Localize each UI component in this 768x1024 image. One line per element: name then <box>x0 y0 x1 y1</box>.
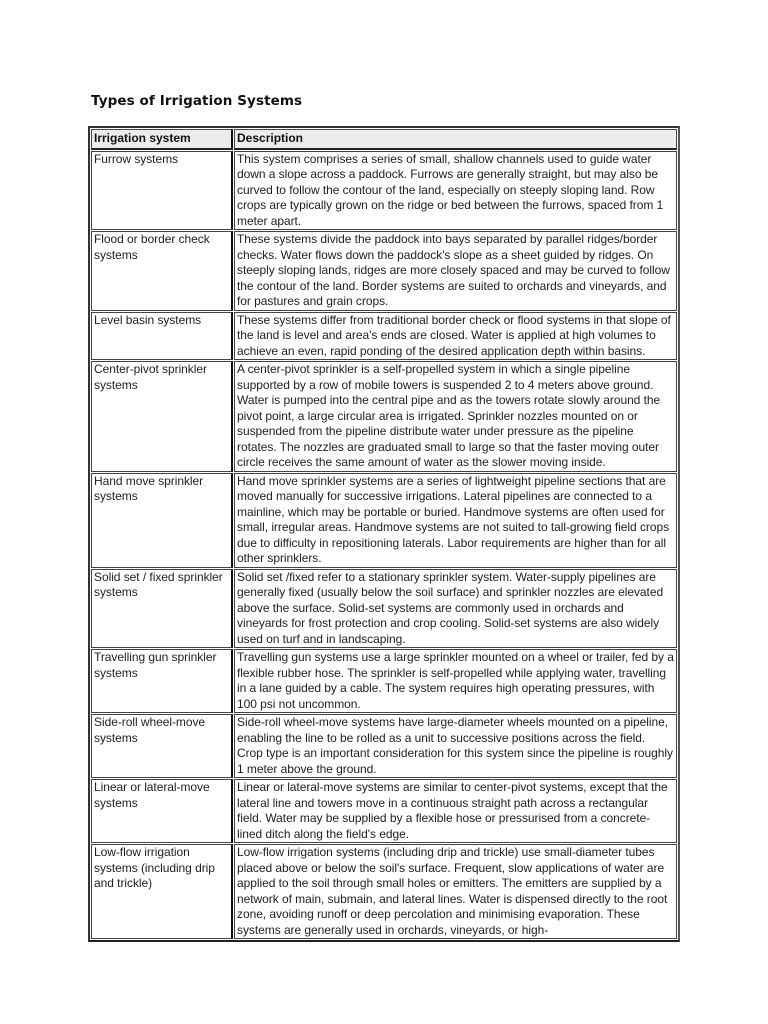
description-cell: Linear or lateral-move systems are similar to center-pivot systems, except that the lateral line and towers move in a continuous straight path across a rectangular field. Water may be supplied by a flexible hose or pressurised from a concrete-lined ditch along the field's edge. <box>234 779 677 843</box>
irrigation-systems-table <box>90 128 678 940</box>
table-row <box>91 779 677 843</box>
system-name-cell: Travelling gun sprinkler systems <box>91 649 233 713</box>
description-cell: These systems differ from traditional border check or flood systems in that slope of the land is level and area's ends are closed. Water is applied at high volumes to achieve an even, rapid ponding of the desired application depth within basins. <box>234 312 677 361</box>
description-cell: Low-flow irrigation systems (including drip and trickle) use small-diameter tubes placed above or below the soil's surface. Frequent, slow applications of water are applied to the soil through small holes or emitters. The emitters are supplied by a network of main, submain, and lateral lines. Water is dispensed directly to the root zone, avoiding runoff or deep percolation and minimising evaporation. These systems are generally used in orchards, vineyards, or high- <box>234 844 677 939</box>
table-row <box>91 151 677 231</box>
system-name-cell: Center-pivot sprinkler systems <box>91 361 233 472</box>
table-row <box>91 473 677 568</box>
system-name-cell: Level basin systems <box>91 312 233 361</box>
system-name-cell: Side-roll wheel-move systems <box>91 714 233 778</box>
description-cell: Travelling gun systems use a large sprinkler mounted on a wheel or trailer, fed by a flexible rubber hose. The sprinkler is self-propelled while applying water, travelling in a lane guided by a cable. The system requires high operating pressures, with 100 psi not uncommon. <box>234 649 677 713</box>
description-cell: Solid set /fixed refer to a stationary sprinkler system. Water-supply pipelines are generally fixed (usually below the soil surface) and sprinkler nozzles are elevated above the surface. Solid-set systems are commonly used in orchards and vineyards for frost protection and crop cooling. Solid-set systems are also widely used on turf and in landscaping. <box>234 569 677 649</box>
irrigation-systems-table-frame <box>88 126 680 942</box>
description-cell: Side-roll wheel-move systems have large-diameter wheels mounted on a pipeline, enabling the line to be rolled as a unit to successive positions across the field. Crop type is an important consideration for this system since the pipeline is roughly 1 meter above the ground. <box>234 714 677 778</box>
system-name-cell: Furrow systems <box>91 151 233 231</box>
column-header-description: Description <box>234 129 677 150</box>
description-cell: Hand move sprinkler systems are a series of lightweight pipeline sections that are moved manually for successive irrigations. Lateral pipelines are connected to a mainline, which may be portable or buried. Handmove systems are often used for small, irregular areas. Handmove systems are not suited to tall-growing field crops due to difficulty in repositioning laterals. Labor requirements are higher than for all other sprinklers. <box>234 473 677 568</box>
description-cell: A center-pivot sprinkler is a self-propelled system in which a single pipeline supported by a row of mobile towers is suspended 2 to 4 meters above ground. Water is pumped into the central pipe and as the towers rotate slowly around the pivot point, a large circular area is irrigated. Sprinkler nozzles mounted on or suspended from the pipeline distribute water under pressure as the pipeline rotates. The nozzles are graduated small to large so that the faster moving outer circle receives the same amount of water as the slower moving inside. <box>234 361 677 472</box>
page-title: Types of Irrigation Systems <box>91 93 303 109</box>
column-header-system: Irrigation system <box>91 129 233 150</box>
description-cell: This system comprises a series of small, shallow channels used to guide water down a slope across a paddock. Furrows are generally straight, but may also be curved to follow the contour of the land, especially on steeply sloping land. Row crops are typically grown on the ridge or bed between the furrows, spaced from 1 meter apart. <box>234 151 677 231</box>
table-row <box>91 361 677 472</box>
table-row <box>91 844 677 939</box>
description-cell: These systems divide the paddock into bays separated by parallel ridges/border checks. Water flows down the paddock's slope as a sheet guided by ridges. On steeply sloping lands, ridges are more closely spaced and may be curved to follow the contour of the land. Border systems are suited to orchards and vineyards, and for pastures and grain crops. <box>234 231 677 311</box>
system-name-cell: Hand move sprinkler systems <box>91 473 233 568</box>
table-row <box>91 231 677 311</box>
table-row <box>91 714 677 778</box>
system-name-cell: Linear or lateral-move systems <box>91 779 233 843</box>
table-row <box>91 569 677 649</box>
system-name-cell: Flood or border check systems <box>91 231 233 311</box>
table-row <box>91 649 677 713</box>
table-header-row <box>91 129 677 150</box>
table-row <box>91 312 677 361</box>
system-name-cell: Solid set / fixed sprinkler systems <box>91 569 233 649</box>
system-name-cell: Low-flow irrigation systems (including drip and trickle) <box>91 844 233 939</box>
